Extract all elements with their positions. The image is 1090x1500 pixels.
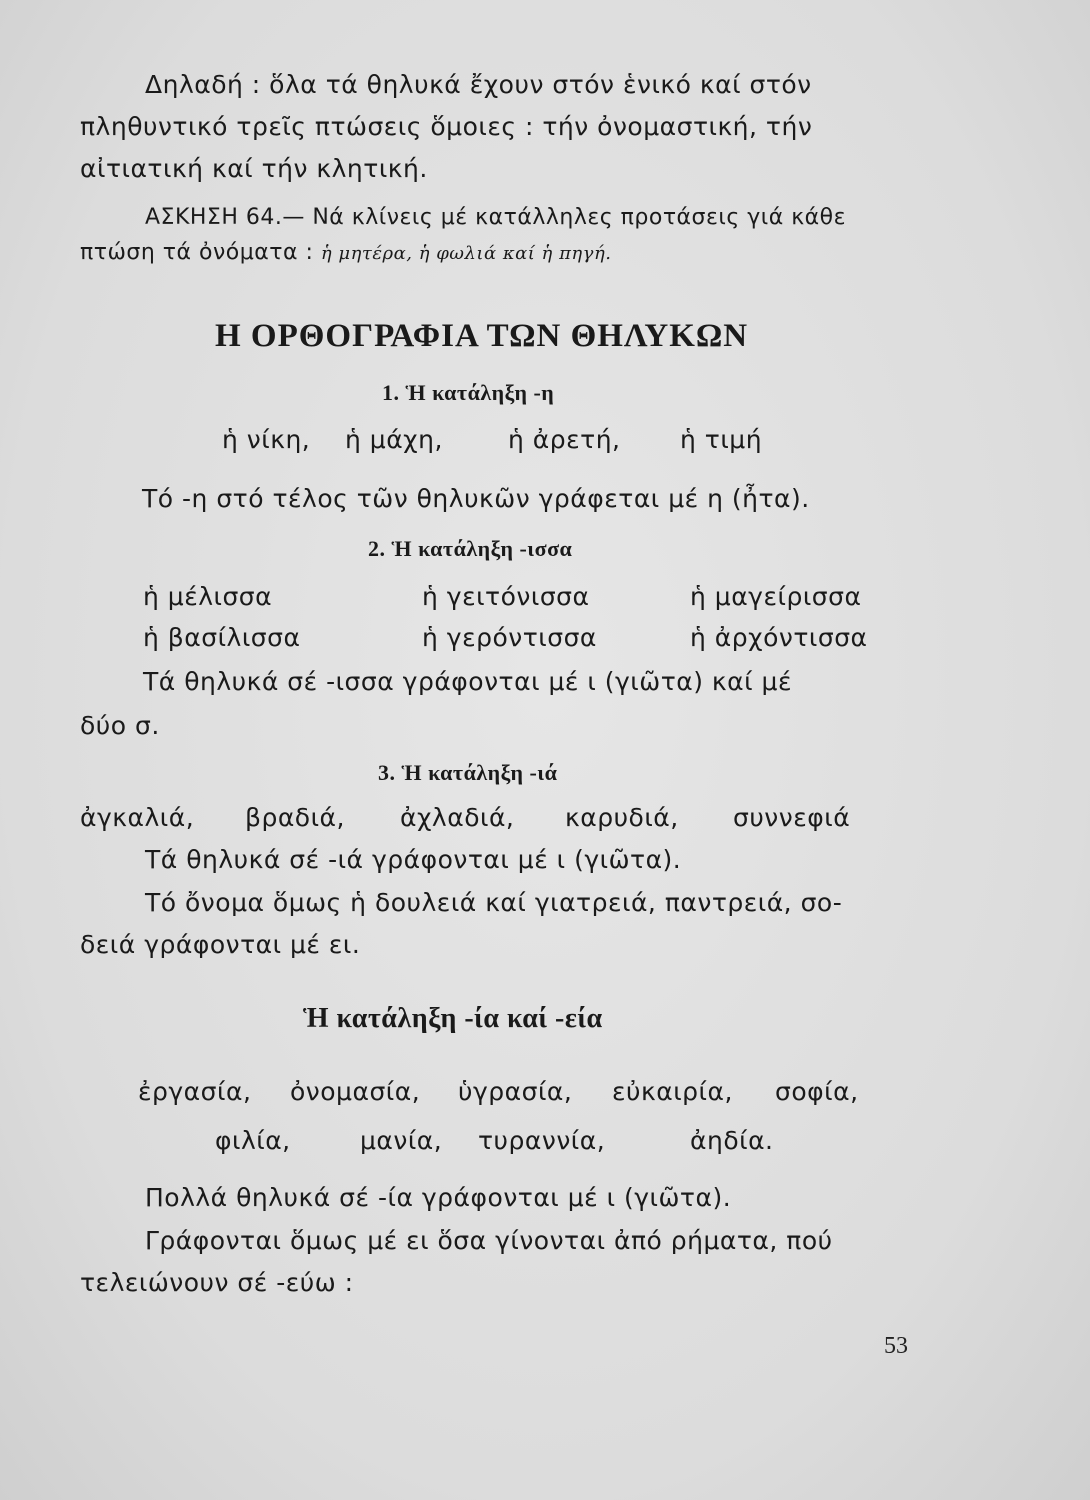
intro-line-1: Δηλαδή : ὅλα τά θηλυκά ἔχουν στόν ἑνικό καί στόν [145, 70, 812, 99]
section4-row2-word-1: φιλία, [215, 1126, 291, 1155]
section1-heading: 1. Ἡ κατάληξη -η [382, 380, 555, 405]
section4-row2-word-4: ἀηδία. [690, 1126, 774, 1155]
section4-note-line-1: Γράφονται ὅμως μέ ει ὅσα γίνονται ἀπό ρήματα, πού [145, 1226, 833, 1255]
exercise-prefix: πτώση τά ὀνόματα : [80, 240, 314, 265]
section1-word-2: ἡ μάχη, [345, 425, 443, 454]
exercise-line-1: ΑΣΚΗΣΗ 64.— Νά κλίνεις μέ κατάλληλες προτάσεις γιά κάθε [145, 205, 847, 230]
intro-line-2: πληθυντικό τρεῖς πτώσεις ὅμοιες : τήν ὀνομαστική, τήν [80, 112, 813, 141]
section4-rule: Πολλά θηλυκά σέ -ία γράφονται μέ ι (γιῶτα). [145, 1183, 732, 1212]
section4-row2-word-3: τυραννία, [478, 1126, 606, 1155]
section2-row2-word-1: ἡ βασίλισσα [143, 623, 301, 652]
section2-row1-word-3: ἡ μαγείρισσα [690, 582, 862, 611]
section4-row1-word-1: ἐργασία, [138, 1077, 252, 1106]
section2-heading: 2. Ἡ κατάληξη -ισσα [368, 536, 573, 561]
exercise-words: ἡ μητέρα, ἡ φωλιά καί ἡ πηγή. [320, 243, 612, 264]
section3-rule: Τά θηλυκά σέ -ιά γράφονται μέ ι (γιῶτα). [145, 845, 682, 874]
section4-row1-word-2: ὀνομασία, [290, 1077, 421, 1106]
section3-heading: 3. Ἡ κατάληξη -ιά [378, 760, 558, 785]
section2-rule-line-1: Τά θηλυκά σέ -ισσα γράφονται μέ ι (γιῶτα) καί μέ [143, 667, 792, 696]
section2-rule-line-2: δύο σ. [80, 711, 160, 740]
section1-word-1: ἡ νίκη, [222, 425, 311, 454]
section3-word-2: βραδιά, [245, 803, 345, 832]
section4-row2-word-2: μανία, [360, 1126, 443, 1155]
section3-word-3: ἀχλαδιά, [400, 803, 515, 832]
section2-row2-word-2: ἡ γερόντισσα [422, 623, 597, 652]
section3-word-5: συννεφιά [733, 803, 851, 832]
section1-word-3: ἡ ἀρετή, [508, 425, 621, 454]
section3-exception-line-2: δειά γράφονται μέ ει. [80, 930, 361, 959]
section1-rule: Τό -η στό τέλος τῶν θηλυκῶν γράφεται μέ η (ἦτα). [142, 484, 810, 513]
section4-row1-word-4: εὐκαιρία, [612, 1077, 733, 1106]
section4-row1-word-5: σοφία, [775, 1077, 859, 1106]
section3-exception-line-1: Τό ὄνομα ὅμως ἡ δουλειά καί γιατρειά, παντρειά, σο- [145, 888, 843, 917]
section3-word-4: καρυδιά, [565, 803, 679, 832]
intro-line-3: αἰτιατική καί τήν κλητική. [80, 154, 428, 183]
exercise-line-2 [80, 240, 611, 265]
section2-row1-word-1: ἡ μέλισσα [143, 582, 273, 611]
section1-word-4: ἡ τιμή [680, 425, 763, 454]
section2-row1-word-2: ἡ γειτόνισσα [422, 582, 590, 611]
section4-heading: Ἡ κατάληξη -ία καί -εία [303, 1003, 603, 1034]
page-number: 53 [884, 1333, 908, 1359]
section2-row2-word-3: ἡ ἀρχόντισσα [690, 623, 868, 652]
section4-note-line-2: τελειώνουν σέ -εύω : [80, 1268, 354, 1297]
section4-row1-word-3: ὑγρασία, [458, 1077, 573, 1106]
section3-word-1: ἀγκαλιά, [80, 803, 195, 832]
page-title: Η ΟΡΘΟΓΡΑΦΙΑ ΤΩΝ ΘΗΛΥΚΩΝ [215, 318, 749, 354]
